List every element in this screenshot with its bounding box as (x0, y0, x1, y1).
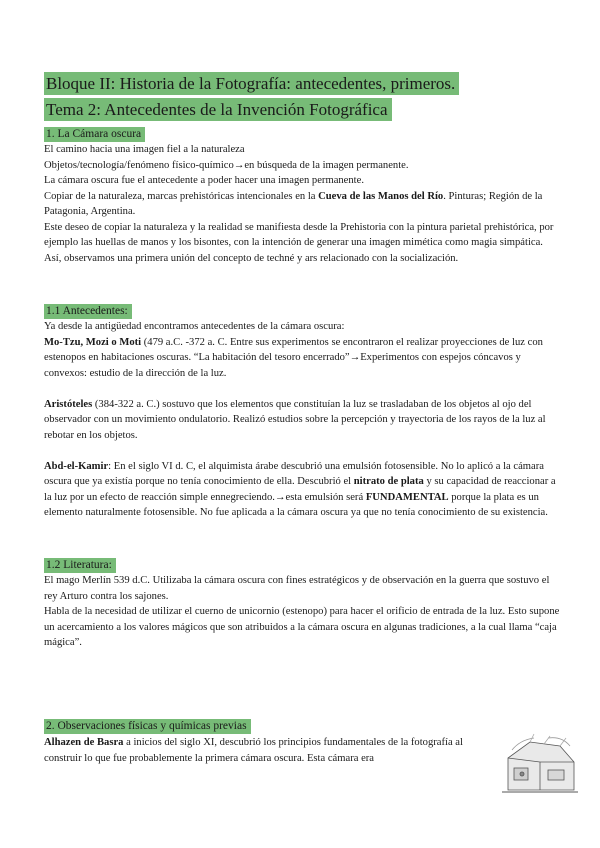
bold-term: Abd-el-Kamir (44, 460, 109, 472)
bold-term: Alhazen de Basra (44, 737, 124, 748)
heading-topic-title: Tema 2: Antecedentes de la Invención Fotográfica (44, 98, 392, 121)
text: (479 a.C. -372 a. C. Entre sus experimentos se encontraron el realizar proyecciones de luz con estenopos en habitaciones oscuras. “La habitación del tesoro encerrado”→Experimentos con espejos cóncavos y convexos: estudio de la dirección de la luz. (44, 336, 543, 379)
text: Copiar de la naturaleza, marcas prehistóricas intencionales en la (44, 190, 319, 202)
bold-term: Cueva de las Manos del Río (318, 190, 444, 202)
paragraph (44, 189, 560, 220)
bold-term: nitrato de plata (353, 476, 424, 487)
heading-block-title: Bloque II: Historia de la Fotografía: antecedentes, primeros. (44, 72, 459, 95)
section-1-2-title: 1.2 Literatura: (44, 558, 116, 573)
section-1-title: 1. La Cámara oscura (44, 127, 145, 142)
camera-obscura-illustration (500, 732, 580, 796)
bold-term: Aristóteles (44, 398, 93, 410)
paragraph (44, 735, 490, 766)
text: y su capacidad de reaccionar a la luz por un efecto de reacción simple ennegreciendo.→esta emulsión será (44, 476, 556, 503)
text: a inicios del siglo XI, descubrió los principios fundamentales de la fotografía al construir lo que fue probablemente la primera cámara oscura. Esta cámara era (44, 737, 463, 764)
paragraph (44, 459, 560, 521)
paragraph (44, 397, 560, 444)
bold-term: FUNDAMENTAL (365, 491, 449, 503)
paragraph: La cámara oscura fue el antecedente a poder hacer una imagen permanente. (44, 175, 364, 186)
text: (384-322 a. C.) sostuvo que los elementos que constituían la luz se trasladaban de los objetos al ojo del observador con un movimiento ondulatorio. Realizó estudios sobre la percepción y trayectoria de los rayos de la luz al rebotar en los objetos. (44, 398, 546, 441)
text: porque la plata es un elemento naturalmente fotosensible. No fue aplicada a la cámara oscura ya que no tenía conocimiento de su existencia. (44, 491, 548, 518)
section-2-title: 2. Observaciones físicas y químicas previas (44, 719, 251, 734)
text: : En el siglo VI d. C, el alquimista árabe descubrió una emulsión fotosensible. No lo aplicó a la cámara oscura que ya existía porque no tenía conocimiento de ella. Descubrió el (44, 460, 544, 487)
text: . Pinturas; Región de la Patagonia, Argentina. (44, 190, 543, 217)
paragraph: El mago Merlín 539 d.C. Utilizaba la cámara oscura con fines estratégicos y de observación en la guerra que sostuvo el rey Arturo contra los sajones. (44, 575, 550, 602)
paragraph: Objetos/tecnología/fenómeno físico-químico→en búsqueda de la imagen permanente. (44, 159, 409, 171)
paragraph: Habla de la necesidad de utilizar el cuerno de unicornio (estenopo) para hacer el orificio de entrada de la luz. Esto supone un acercamiento a los valores mágicos que son atribuidos a la cámara oscura en algunas tradiciones, a la cual llama “caja mágica”. (44, 606, 560, 648)
section-1-body (44, 142, 560, 266)
section-1-1-title: 1.1 Antecedentes: (44, 304, 132, 319)
paragraph (44, 335, 560, 382)
section-1-2-body (44, 573, 560, 651)
paragraph: Ya desde la antigüedad encontramos antecedentes de la cámara oscura: (44, 321, 345, 332)
bold-term: Mo-Tzu, Mozi o Moti (44, 336, 142, 348)
paragraph: Este deseo de copiar la naturaleza y la realidad se manifiesta desde la Prehistoria con la pintura parietal prehistórica, por ejemplo las huellas de manos y los bisontes, con la intención de generar una imagen mimética como magia simpática. Así, observamos una primera unión del concepto de techné y ars relacionado con la socialización. (44, 221, 554, 264)
section-2-body (44, 735, 490, 766)
section-1-1-body (44, 319, 560, 521)
paragraph: El camino hacia una imagen fiel a la naturaleza (44, 144, 245, 155)
